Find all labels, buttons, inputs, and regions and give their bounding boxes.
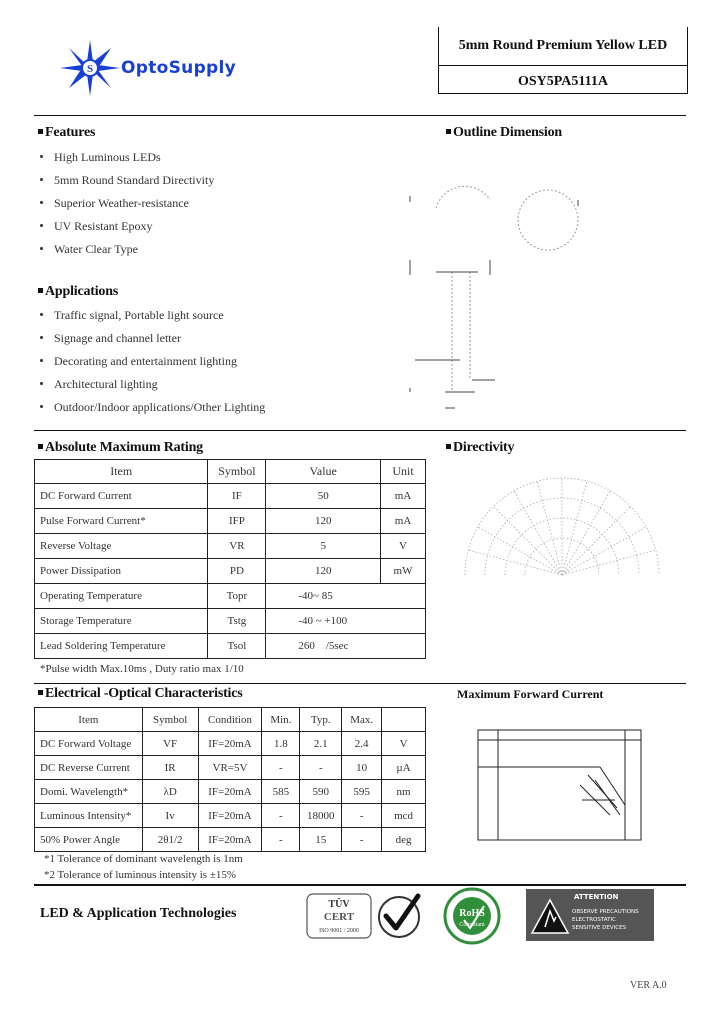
- table-header-row: [35, 460, 426, 484]
- feature-item: High Luminous LEDs: [40, 150, 161, 165]
- col-item: Item: [35, 460, 208, 484]
- table-row: DC Reverse Current IR VR=5V - - 10 µA: [35, 756, 426, 780]
- features-title: Features: [38, 125, 95, 141]
- company-name: LED & Application Technologies: [40, 906, 237, 921]
- rohs-compliant-logo: [434, 886, 510, 946]
- table-row: Domi. Wavelength* λD IF=20mA 585 590 595 nm: [35, 780, 426, 804]
- tuv-cert-logo: [306, 893, 372, 939]
- tuv-bottom: ISO 9001 / 2000: [319, 928, 359, 934]
- applications-title: Applications: [38, 284, 118, 300]
- header-box: [438, 27, 688, 94]
- table-row: DC Forward Current IF 50 mA: [35, 484, 426, 509]
- abs-max-title: Absolute Maximum Rating: [38, 440, 203, 456]
- feature-item: Superior Weather-resistance: [40, 196, 189, 211]
- table-row: Pulse Forward Current* IFP 120 mA: [35, 509, 426, 534]
- application-item: Signage and channel letter: [40, 331, 181, 346]
- feature-item: Water Clear Type: [40, 242, 138, 257]
- table-row: Lead Soldering Temperature Tsol 260 /5sec: [35, 634, 426, 659]
- esd-attention-label: [526, 889, 654, 941]
- application-item: Traffic signal, Portable light source: [40, 308, 224, 323]
- brand-logo: [55, 38, 275, 98]
- max-forward-chart: [470, 720, 650, 850]
- product-title: 5mm Round Premium Yellow LED: [458, 38, 668, 53]
- checkmark-cert-icon: [372, 890, 426, 940]
- header-rule: [34, 115, 686, 116]
- eo-title: Electrical -Optical Characteristics: [38, 686, 242, 702]
- brand-name: OptoSupply: [121, 58, 237, 78]
- eo-note: *1 Tolerance of dominant wavelength is 1nm: [44, 853, 243, 865]
- table-row: DC Forward Voltage VF IF=20mA 1.8 2.1 2.4 V: [35, 732, 426, 756]
- version-label: VER A.0: [630, 980, 667, 991]
- table-header-row: Item Symbol Condition Min. Typ. Max.: [35, 708, 426, 732]
- directivity-title: Directivity: [446, 440, 514, 456]
- table-row: Luminous Intensity* Iv IF=20mA - 18000 - mcd: [35, 804, 426, 828]
- section-rule: [34, 430, 686, 431]
- abs-max-table: [34, 459, 426, 659]
- rohs-sub: Compliant: [459, 922, 485, 928]
- outline-title: Outline Dimension: [446, 125, 562, 141]
- feature-item: 5mm Round Standard Directivity: [40, 173, 214, 188]
- tuv-cert: CERT: [323, 911, 355, 923]
- table-row: Power Dissipation PD 120 mW: [35, 559, 426, 584]
- eo-table: [34, 707, 426, 852]
- eo-note: *2 Tolerance of luminous intensity is ±15%: [44, 869, 237, 881]
- outline-drawing: [400, 160, 600, 410]
- col-unit: Unit: [381, 460, 426, 484]
- col-value: Value: [266, 460, 381, 484]
- application-item: Architectural lighting: [40, 377, 158, 392]
- abs-max-note: *Pulse width Max.10ms , Duty ratio max 1/10: [40, 663, 244, 675]
- svg-text:S: S: [86, 63, 94, 75]
- max-forward-title: Maximum Forward Current: [457, 687, 604, 701]
- attention-title: ATTENTION: [574, 893, 619, 901]
- table-row: Operating Temperature Topr -40~ 85: [35, 584, 426, 609]
- rohs-label: RoHS: [459, 908, 485, 919]
- attention-line: ELECTROSTATIC: [572, 917, 616, 923]
- tuv-top: TÜV: [328, 899, 350, 910]
- table-row: 50% Power Angle 2θ1/2 IF=20mA - 15 - deg: [35, 828, 426, 852]
- application-item: Decorating and entertainment lighting: [40, 354, 237, 369]
- footer-rule: [34, 884, 686, 886]
- table-row: Storage Temperature Tstg -40 ~ +100: [35, 609, 426, 634]
- esd-warning-icon: [530, 897, 570, 937]
- feature-item: UV Resistant Epoxy: [40, 219, 152, 234]
- optosupply-star-icon: [55, 38, 130, 98]
- application-item: Outdoor/Indoor applications/Other Lighting: [40, 400, 265, 415]
- col-symbol: Symbol: [208, 460, 266, 484]
- section-rule: [34, 683, 686, 684]
- directivity-chart: [455, 465, 670, 580]
- table-row: Reverse Voltage VR 5 V: [35, 534, 426, 559]
- attention-line: OBSERVE PRECAUTIONS: [572, 909, 639, 915]
- part-number: OSY5PA5111A: [518, 74, 608, 89]
- attention-line: SENSITIVE DEVICES: [572, 925, 627, 931]
